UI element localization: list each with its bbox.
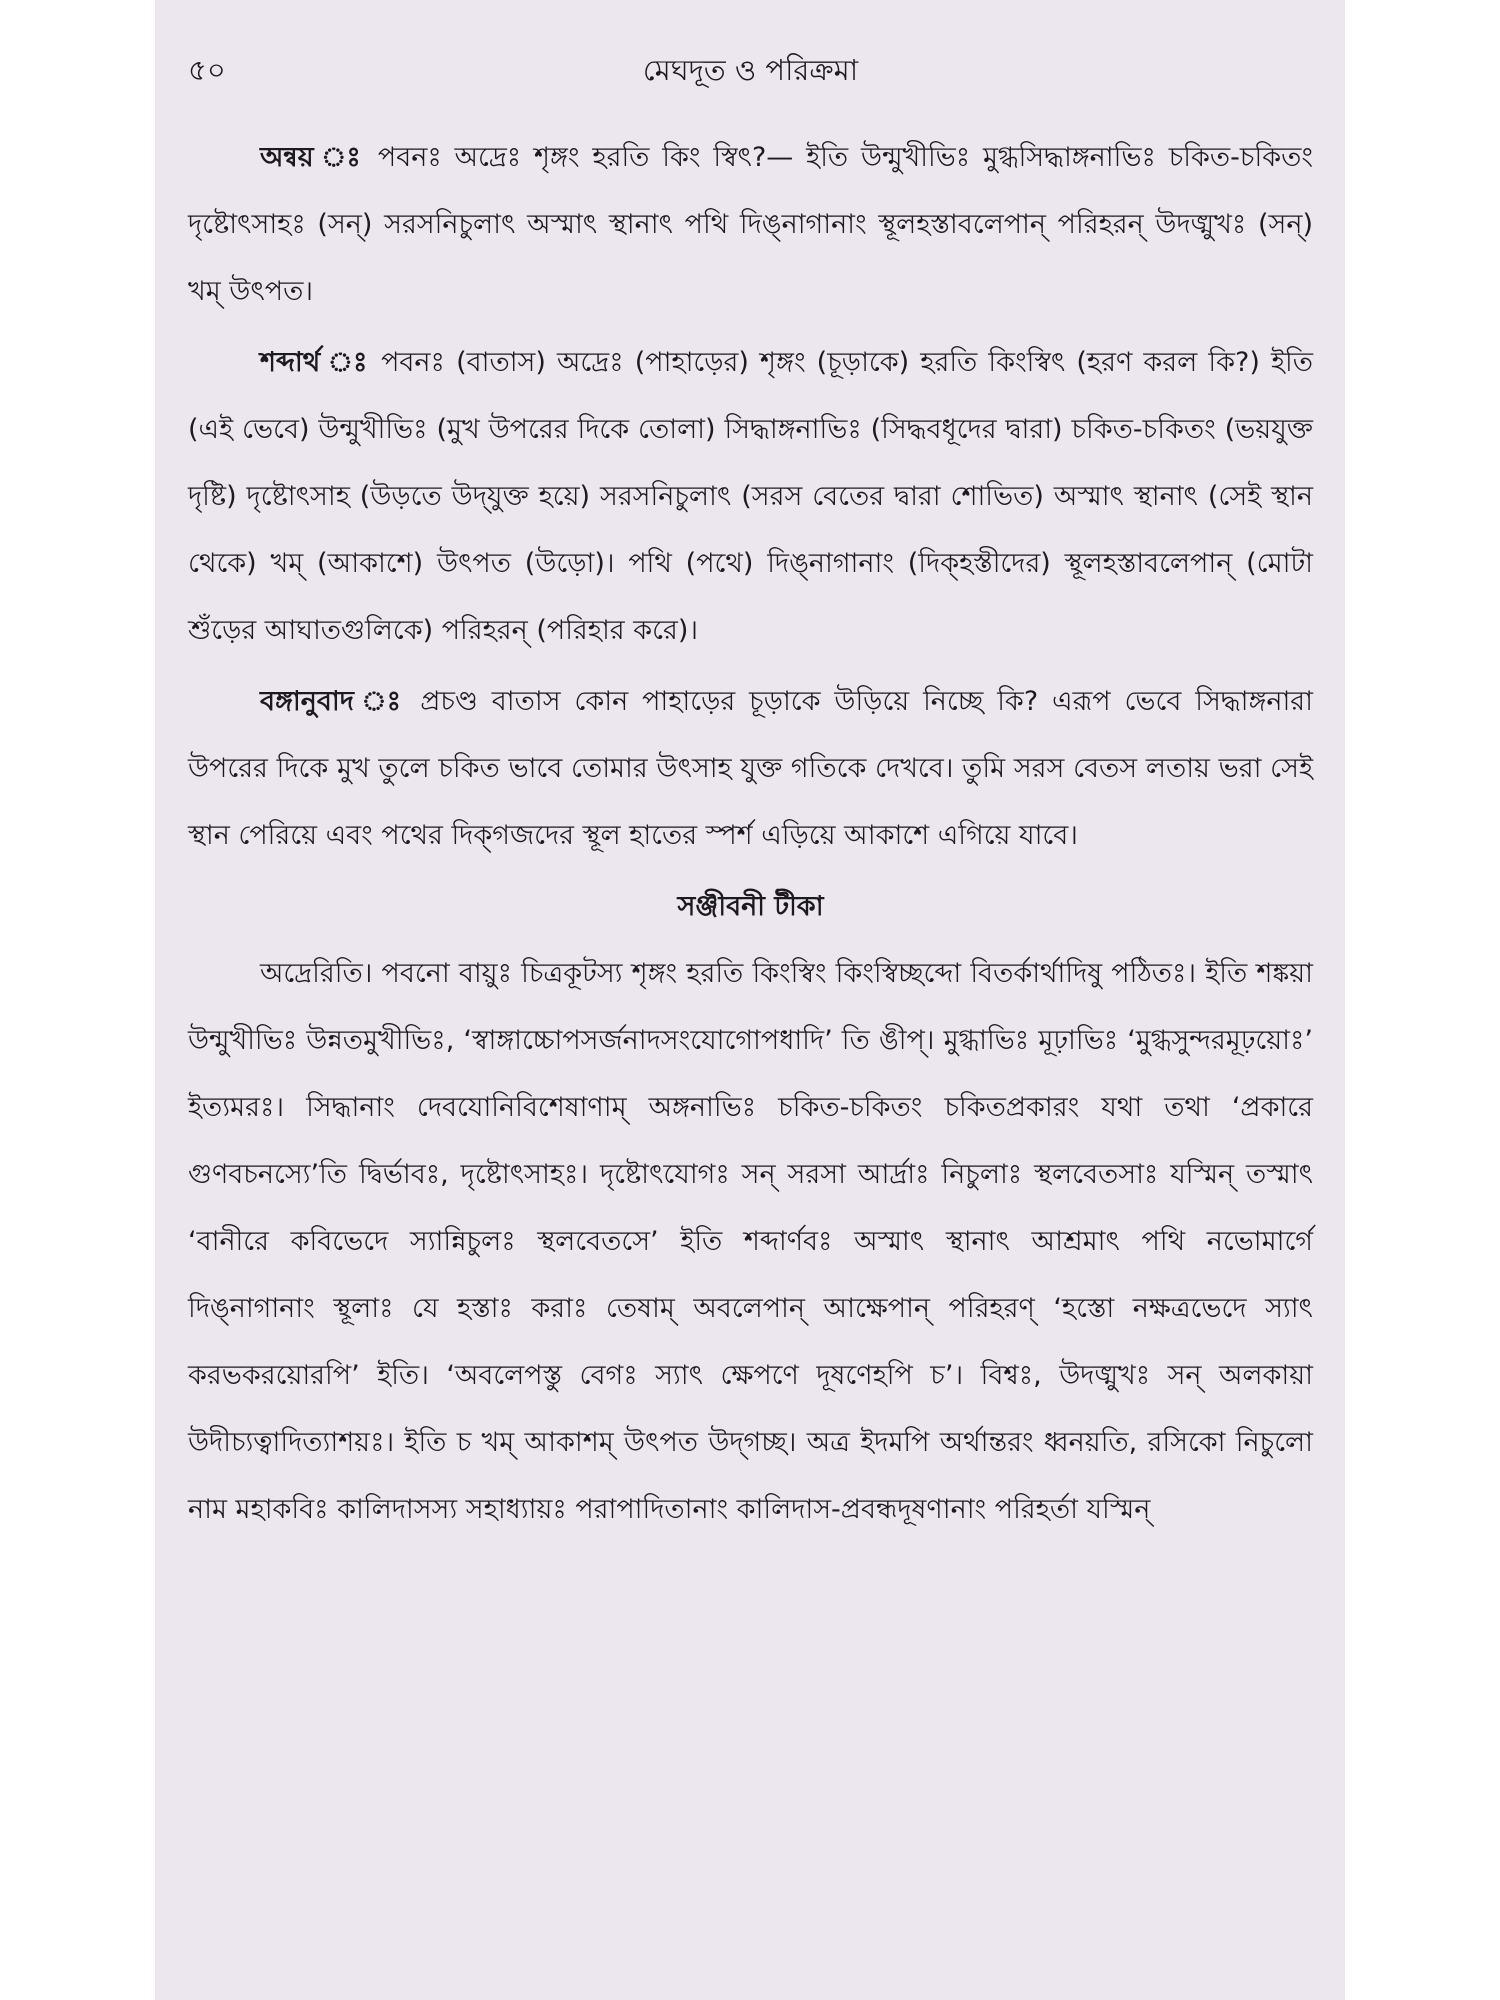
page-body	[188, 124, 1313, 1547]
anvaya-paragraph	[188, 124, 1313, 325]
shabdartha-paragraph	[188, 329, 1313, 664]
running-title: মেঘদূত ও পরিক্রমা	[642, 53, 859, 87]
bangla-anubad-paragraph	[188, 668, 1313, 869]
page-number: ৫০	[188, 53, 226, 87]
shabdartha-text: পবনঃ (বাতাস) অদ্রেঃ (পাহাড়ের) শৃঙ্গং (চূড়াকে) হরতি কিংস্বিৎ (হরণ করল কি?) ইতি (এই ভেবে) উন্মুখীভিঃ (মুখ উপরের দিকে তোলা) সিদ্ধাঙ্গনাভিঃ (সিদ্ধবধূদের দ্বারা) চকিত-চকিতং (ভয়যুক্ত দৃষ্টি) দৃষ্টোৎসাহ (উড়তে উদ্‌যুক্ত হয়ে) সরসনিচুলাৎ (সরস বেতের দ্বারা শোভিত) অস্মাৎ স্থানাৎ (সেই স্থান থেকে) খম্ (আকাশে) উৎপত (উড়ো)। পথি (পথে) দিঙ্নাগানাং (দিক্‌হস্তীদের) স্থূলহস্তাবলেপান্ (মোটা শুঁড়ের আঘাতগুলিকে) পরিহরন্ (পরিহার করে)।	[188, 347, 1313, 646]
bangla-anubad-text: প্রচণ্ড বাতাস কোন পাহাড়ের চূড়াকে উড়িয়ে নিচ্ছে কি? এরূপ ভেবে সিদ্ধাঙ্গনারা উপরের দিকে মুখ তুলে চকিত ভাবে তোমার উৎসাহ যুক্ত গতিকে দেখবে। তুমি সরস বেতস লতায় ভরা সেই স্থান পেরিয়ে এবং পথের দিক্‌গজদের স্থূল হাতের স্পর্শ এড়িয়ে আকাশে এগিয়ে যাবে।	[188, 686, 1313, 851]
commentary-heading: সঞ্জীবনী টীকা	[677, 891, 824, 922]
anvaya-text: পবনঃ অদ্রেঃ শৃঙ্গং হরতি কিং স্বিৎ?— ইতি উন্মুখীভিঃ মুগ্ধসিদ্ধাঙ্গনাভিঃ চকিত-চকিতং দৃষ্টোৎসাহঃ (সন্) সরসনিচুলাৎ অস্মাৎ স্থানাৎ পথি দিঙ্নাগানাং স্থূলহস্তাবলেপান্ পরিহরন্ উদঙ্মুখঃ (সন্) খম্ উৎপত।	[188, 142, 1313, 307]
bangla-anubad-label: বঙ্গানুবাদ ঃ	[260, 686, 407, 717]
shabdartha-label: শব্দার্থ ঃ	[260, 347, 370, 378]
commentary-text: অদ্রেরিতি। পবনো বায়ুঃ চিত্রকূটস্য শৃঙ্গং হরতি কিংস্বিং কিংস্বিচ্ছব্দো বিতর্কার্থাদিষু পঠিতঃ। ইতি শঙ্কয়া উন্মুখীভিঃ উন্নতমুখীভিঃ, ‘স্বাঙ্গাচ্চোপসর্জনাদসংযোগোপধাদি’ তি ঙীপ্। মুগ্ধাভিঃ মূঢ়াভিঃ ‘মুগ্ধসুন্দরমূঢ়য়োঃ’ ইত্যমরঃ। সিদ্ধানাং দেবযোনিবিশেষাণাম্ অঙ্গনাভিঃ চকিত-চকিতং চকিতপ্রকারং যথা তথা ‘প্রকারে গুণবচনস্যে’তি দ্বির্ভাবঃ, দৃষ্টোৎসাহঃ। দৃষ্টোৎযোগঃ সন্ সরসা আর্দ্রাঃ নিচুলাঃ স্থলবেতসাঃ যস্মিন্ তস্মাৎ ‘বানীরে কবিভেদে স্যান্নিচুলঃ স্থলবেতসে’ ইতি শব্দার্ণবঃ অস্মাৎ স্থানাৎ আশ্রমাৎ পথি নভোমার্গে দিঙ্নাগানাং স্থূলাঃ যে হস্তাঃ করাঃ তেষাম্ অবলেপান্ আক্ষেপান্ পরিহরণ্ ‘হস্তো নক্ষত্রভেদে স্যাৎ করভকরয়োরপি’ ইতি। ‘অবলেপস্তু বেগঃ স্যাৎ ক্ষেপণে দূষণেহপি চ’। বিশ্বঃ, উদঙ্মুখঃ সন্ অলকায়া উদীচ্যত্বাদিত্যাশয়ঃ। ইতি চ খম্ আকাশম্ উৎপত উদ্‌গচ্ছ। অত্র ইদমপি অর্থান্তরং ধ্বনয়তি, রসিকো নিচুলো নাম মহাকবিঃ কালিদাসস্য সহাধ্যায়ঃ পরাপাদিতানাং কালিদাস-প্রবন্ধদূষণানাং পরিহর্তা যস্মিন্	[188, 958, 1313, 1525]
page-header	[188, 44, 1313, 94]
anvaya-label: অন্বয় ঃ	[260, 142, 366, 173]
